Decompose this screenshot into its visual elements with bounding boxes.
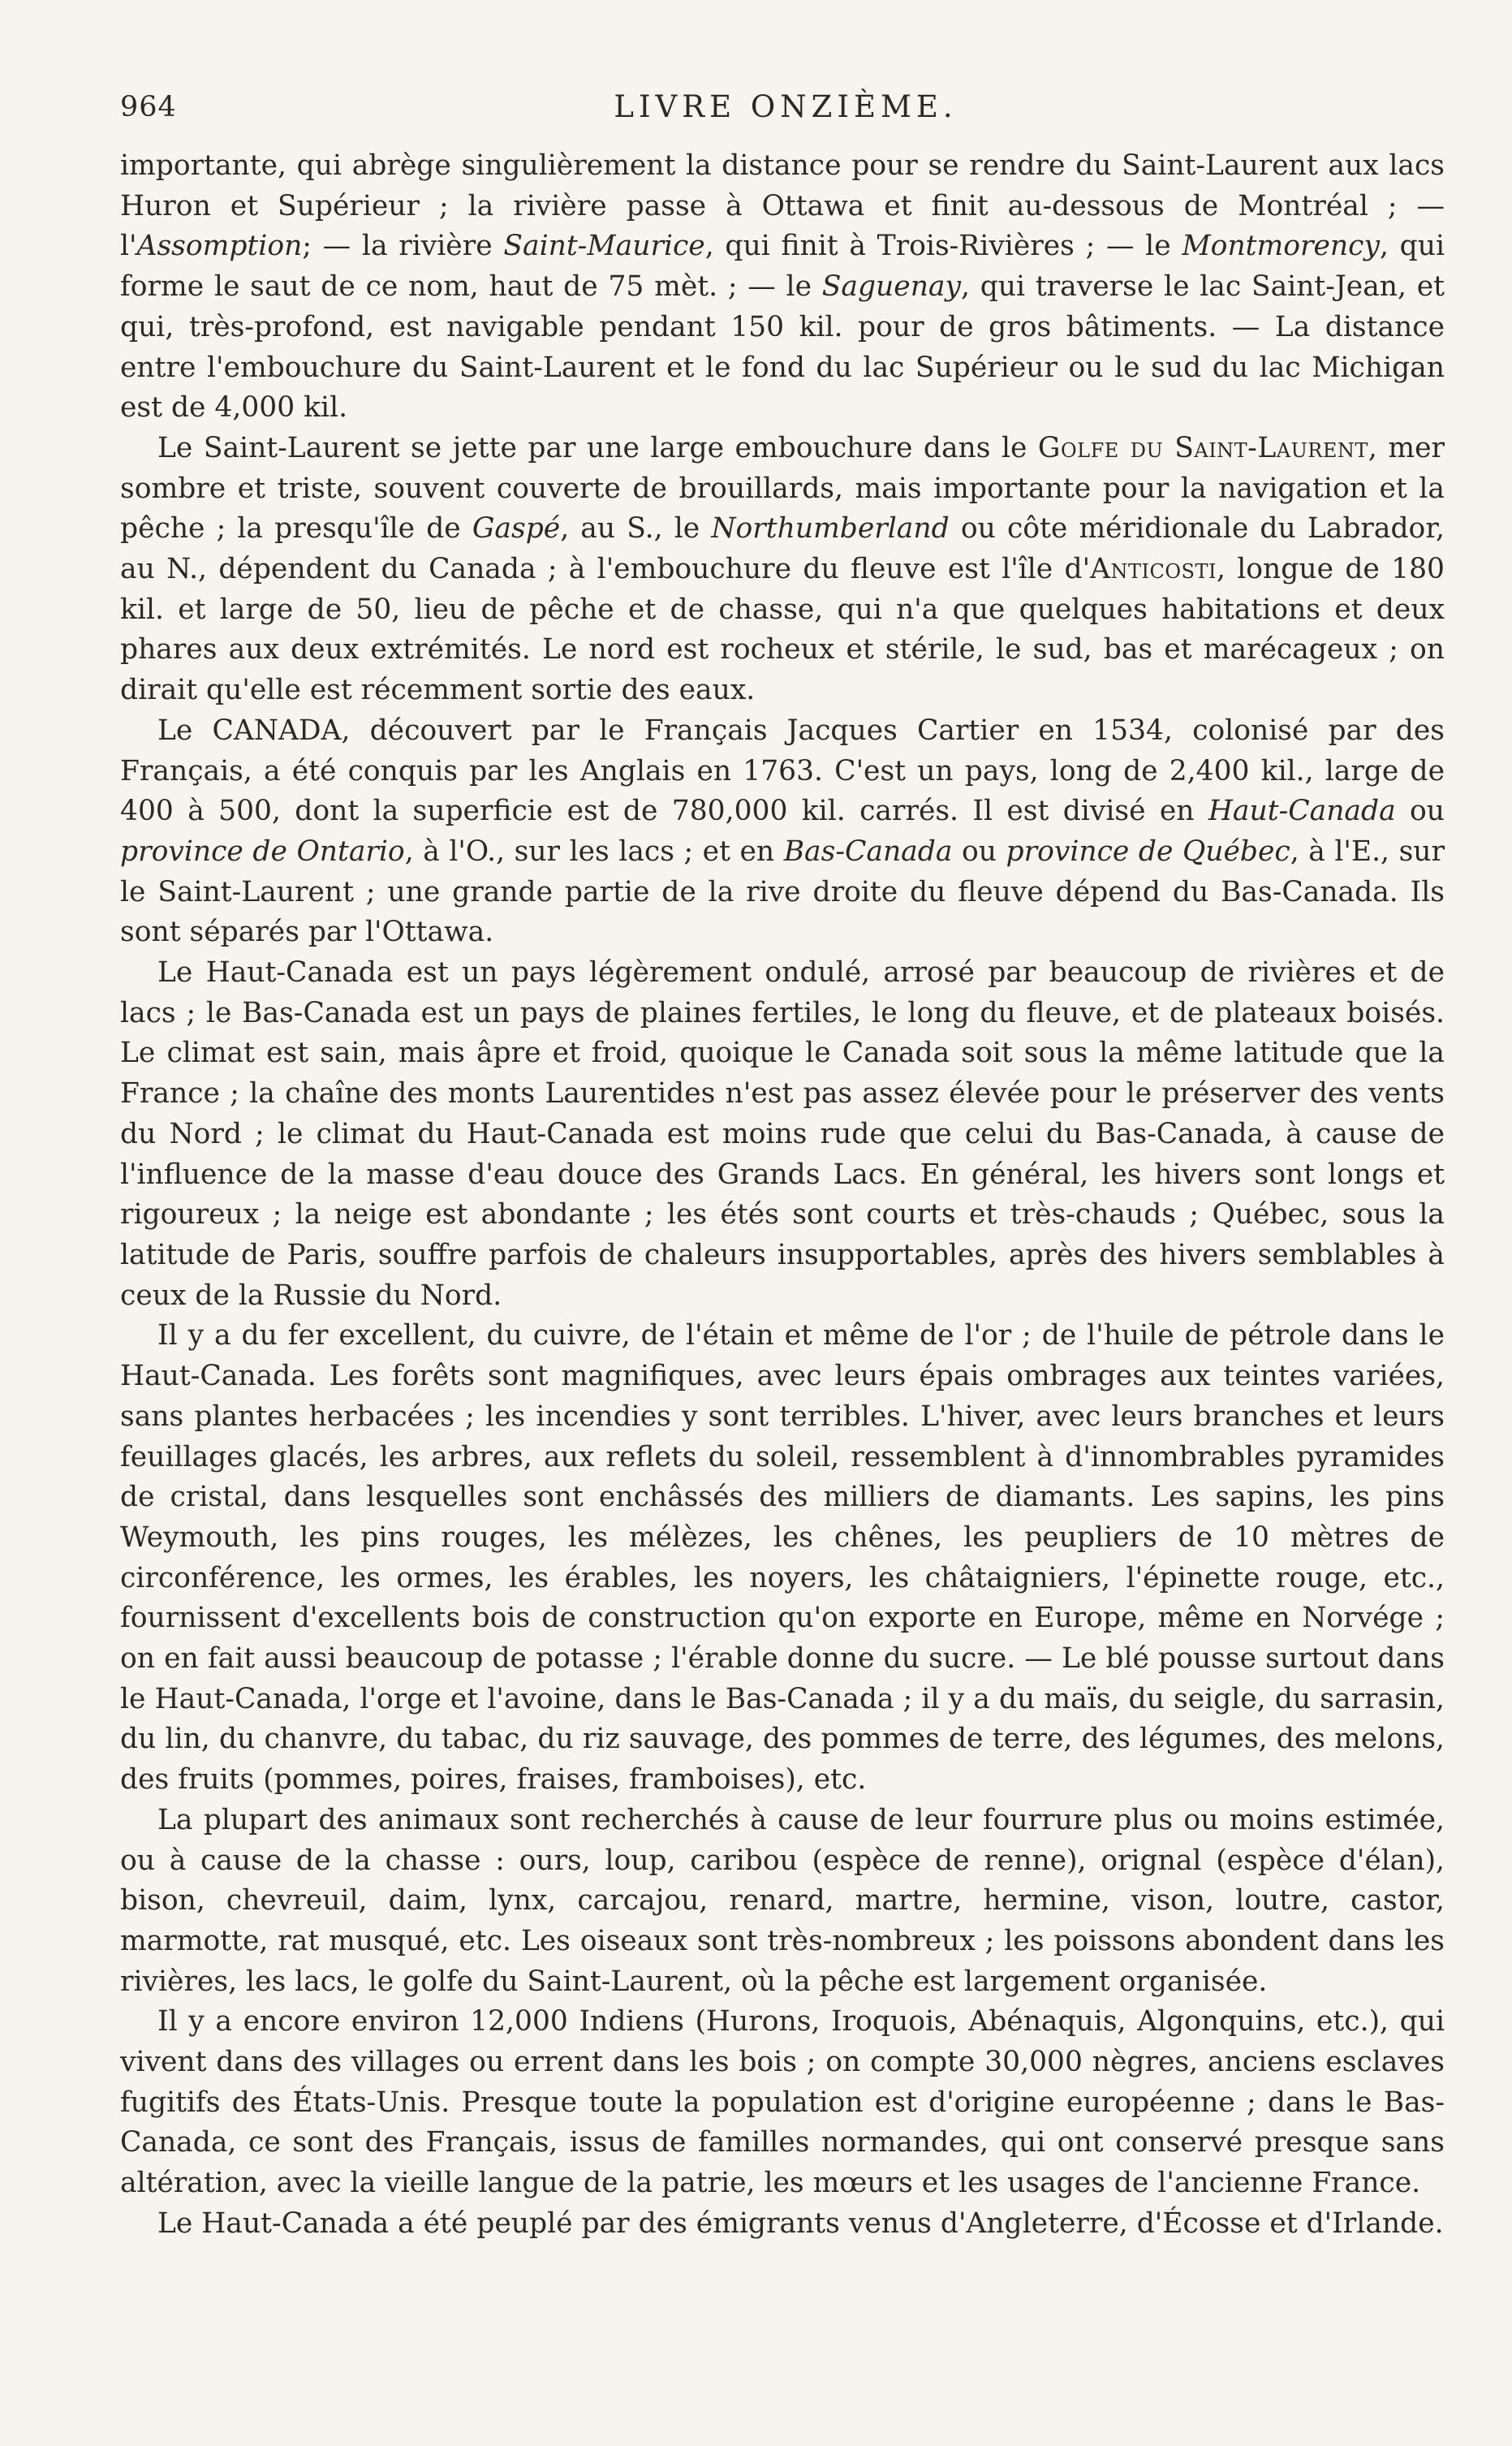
text-run: importante, qui abrège singulièrement la distance pour se rendre du Saint-Laurent aux lacs Huron et Supérieur ; la rivière passe à Ottawa et finit au-dessous de Montréal ; — l' bbox=[120, 149, 1445, 263]
page-number: 964 bbox=[120, 91, 177, 123]
text-run: Le Saint-Laurent se jette par une large embouchure dans le bbox=[157, 431, 1038, 464]
italic-term: Bas-Canada bbox=[783, 835, 953, 868]
paragraph-p5 bbox=[120, 1801, 1445, 2003]
italic-term: Saguenay bbox=[821, 270, 961, 304]
text-run: , longue de 180 kil. et large de 50, lieu de pêche et de chasse, qui n'a que quelques habitations et deux phares aux deux extrémités. Le nord est rocheux et stérile, le sud, bas et marécageux ; on dirait qu'elle est récemment sortie des eaux. bbox=[120, 553, 1445, 707]
small-caps-term: Golfe du Saint-Laurent bbox=[1037, 431, 1368, 464]
italic-term: province de Québec bbox=[1006, 835, 1290, 868]
paragraph-p7 bbox=[120, 2204, 1445, 2245]
text-run: , qui traverse le lac Saint-Jean, et qui, très-profond, est navigable pendant 150 kil. pour de gros bâtiments. — La distance entre l'embouchure du Saint-Laurent et le fond du lac Supérieur ou le sud du lac Michigan est de 4,000 kil. bbox=[120, 270, 1445, 425]
text-run: Il y a du fer excellent, du cuivre, de l'étain et même de l'or ; de l'huile de pétrole dans le Haut-Canada. Les forêts sont magnifiques, avec leurs épais ombrages aux teintes variées, sans plantes herbacées ; les incendies y sont terribles. L'hiver, avec leurs branches et leurs feuillages glacés, les arbres, aux reflets du soleil, ressemblent à d'innombrables pyramides de cristal, dans lesquelles sont enchâssés des milliers de diamants. Les sapins, les pins Weymouth, les pins rouges, les mélèzes, les chênes, les peupliers de 10 mètres de circonférence, les ormes, les érables, les noyers, les châtaigniers, l'épinette rouge, etc., fournissent d'excellents bois de construction qu'on exporte en Europe, même en Norvége ; on en fait aussi beaucoup de potasse ; l'érable donne du sucre. — Le blé pousse surtout dans le Haut-Canada, l'orge et l'avoine, dans le Bas-Canada ; il y a du maïs, du seigle, du sarrasin, du lin, du chanvre, du tabac, du riz sauvage, des pommes de terre, des légumes, des melons, des fruits (pommes, poires, fraises, framboises), etc. bbox=[120, 1319, 1445, 1797]
text-run: , qui finit à Trois-Rivières ; — le bbox=[704, 230, 1182, 263]
text-run: , mer sombre et triste, souvent couverte de brouillards, mais importante pour la navigation et la pêche ; la presqu'île de bbox=[120, 431, 1445, 546]
text-run: , à l'E., sur le Saint-Laurent ; une grande partie de la rive droite du fleuve dépend du Bas-Canada. Ils sont séparés par l'Ottawa. bbox=[120, 835, 1445, 949]
paragraph-p1 bbox=[120, 429, 1445, 711]
text-run: , au S., le bbox=[560, 512, 712, 546]
text-run: Le Haut-Canada est un pays légèrement ondulé, arrosé par beaucoup de rivières et de lacs ; le Bas-Canada est un pays de plaines fertiles, le long du fleuve, et de plateaux boisés. Le climat est sain, mais âpre et froid, quoique le Canada soit sous la même latitude que la France ; la chaîne des monts Laurentides n'est pas assez élevée pour le préserver des vents du Nord ; le climat du Haut-Canada est moins rude que celui du Bas-Canada, à cause de l'influence de la masse d'eau douce des Grands Lacs. En général, les hivers sont longs et rigoureux ; la neige est abondante ; les étés sont courts et très-chauds ; Québec, sous la latitude de Paris, souffre parfois de chaleurs insupportables, après des hivers semblables à ceux de la Russie du Nord. bbox=[120, 956, 1445, 1312]
text-run: La plupart des animaux sont recherchés à cause de leur fourrure plus ou moins estimée, ou à cause de la chasse : ours, loup, caribou (espèce de renne), orignal (espèce d'élan), bison, chevreuil, daim, lynx, carcajou, renard, martre, hermine, vison, loutre, castor, marmotte, rat musqué, etc. Les oiseaux sont très-nombreux ; les poissons abondent dans les rivières, les lacs, le golfe du Saint-Laurent, où la pêche est largement organisée. bbox=[120, 1803, 1445, 1998]
paragraph-p0 bbox=[120, 146, 1445, 429]
text-run: , qui forme le saut de ce nom, haut de 75 mèt. ; — le bbox=[120, 230, 1445, 304]
italic-term: Gaspé bbox=[472, 512, 561, 546]
italic-term: Assomption bbox=[136, 230, 303, 263]
italic-term: Haut-Canada bbox=[1208, 795, 1396, 828]
italic-term: Saint-Maurice bbox=[503, 230, 705, 263]
text-run: Le CANADA, découvert par le Français Jacques Cartier en 1534, colonisé par des Français, a été conquis par les Anglais en 1763. C'est un pays, long de 2,400 kil., large de 400 à 500, dont la superficie est de 780,000 kil. carrés. Il est divisé en bbox=[120, 714, 1445, 828]
paragraph-p4 bbox=[120, 1316, 1445, 1800]
italic-term: province de Ontario bbox=[120, 835, 405, 868]
small-caps-term: Anticosti bbox=[1090, 553, 1217, 586]
paragraph-p6 bbox=[120, 2002, 1445, 2204]
paragraph-p3 bbox=[120, 953, 1445, 1316]
italic-term: Northumberland bbox=[711, 512, 950, 546]
text-run: Il y a encore environ 12,000 Indiens (Hurons, Iroquois, Abénaquis, Algonquins, etc.), qui vivent dans des villages ou errent dans les bois ; on compte 30,000 nègres, anciens esclaves fugitifs des États-Unis. Presque toute la population est d'origine européenne ; dans le Bas-Canada, ce sont des Français, issus de familles normandes, qui ont conservé presque sans altération, avec la vieille langue de la patrie, les mœurs et les usages de l'ancienne France. bbox=[120, 2005, 1445, 2200]
text-run: ou côte méridionale du Labrador, au N., dépendent du Canada ; à l'embouchure du fleuve est l'île d' bbox=[120, 512, 1445, 586]
running-title: LIVRE ONZIÈME. bbox=[614, 89, 958, 124]
body-text bbox=[120, 146, 1445, 2245]
italic-term: Montmorency bbox=[1182, 230, 1380, 263]
text-run: ou bbox=[952, 835, 1006, 868]
text-run: Le Haut-Canada a été peuplé par des émigrants venus d'Angleterre, d'Écosse et d'Irlande. bbox=[157, 2207, 1444, 2240]
page-header bbox=[120, 84, 1451, 130]
paragraph-p2 bbox=[120, 711, 1445, 953]
text-run: , à l'O., sur les lacs ; et en bbox=[404, 835, 784, 868]
text-run: ou bbox=[1395, 795, 1445, 828]
text-run: ; — la rivière bbox=[302, 230, 504, 263]
